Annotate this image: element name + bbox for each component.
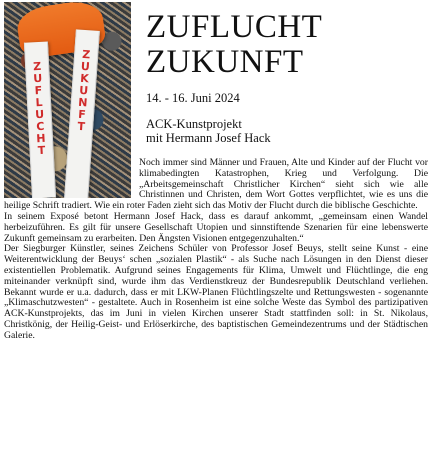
paragraph-3: Der Siegburger Künstler, seines Zeichens Schüler von Professor Josef Beuys, stellt seine Kunst - eine Weiterentwicklung der Beuys‘ schen „sozialen Plastik“ - als Suche nach Lösungen in den Dienst dieser existentiellen Problematik. Aufgrund seines Engagements für Klima, Umwelt und Flüchtlinge, die eng miteinander verknüpft sind, wurde ihm das Verdienstkreuz der Bundesrepublik Deutschland verliehen. Bekannt wurde er u.a. dadurch, dass er mit LKW-Planen Flüchtlingszelte und Rettungswesten - sogenannte „Klimaschutzwesten“ - gestaltete. Auch in Rosenheim ist eine solche Weste das Symbol des partizipativen ACK-Kunstprojekts, das im Juni in vielen Kirchen unserer Stadt stattfinden soll: in St. Nikolaus, Christkönig, der Heilig-Geist- und Erlöserkirche, des baptistischen Gemeindezentrums und der Städtischen Galerie. [4, 243, 428, 341]
project-artist: mit Hermann Josef Hack [146, 131, 271, 145]
event-dates: 14. - 16. Juni 2024 [146, 91, 240, 105]
project-subtitle [146, 117, 271, 145]
article-title [146, 10, 426, 80]
project-name: ACK-Kunstprojekt [146, 117, 242, 131]
title-line-2: ZUKUNFT [146, 44, 304, 80]
paragraph-2: In seinem Exposé betont Hermann Josef Hack, dass es darauf ankommt, „gemeinsam einen Wandel herbeizuführen. Es gilt für unsere Gesellschaft Utopien und sinnstiftende Szenarien für eine lebenswerte Zukunft gemeinsam zu erarbeiten. Den Ängsten Visionen entgegenzuhalten.“ [4, 210, 428, 244]
image-wrap-spacer [4, 158, 139, 199]
article-body [4, 158, 428, 342]
paragraph-1: Noch immer sind Männer und Frauen, Alte und Kinder auf der Flucht vor klimabedingten Katastrophen, Krieg und Verfolgung. Die „Arbeitsgemeinschaft Christlicher Kirchen“ sieht sich wie alle Christinnen und Christen, dem Wort Gottes verpflichtet, wie es uns die heilige Schrift tradiert. Wie ein roter Faden zieht sich das Motiv der Flucht durch die biblische Geschichte. [4, 157, 428, 212]
sash-left-text: ZUFLUCHT [30, 59, 49, 157]
title-line-1: ZUFLUCHT [146, 9, 323, 45]
sash-right-text: ZUKUNFT [74, 47, 94, 133]
